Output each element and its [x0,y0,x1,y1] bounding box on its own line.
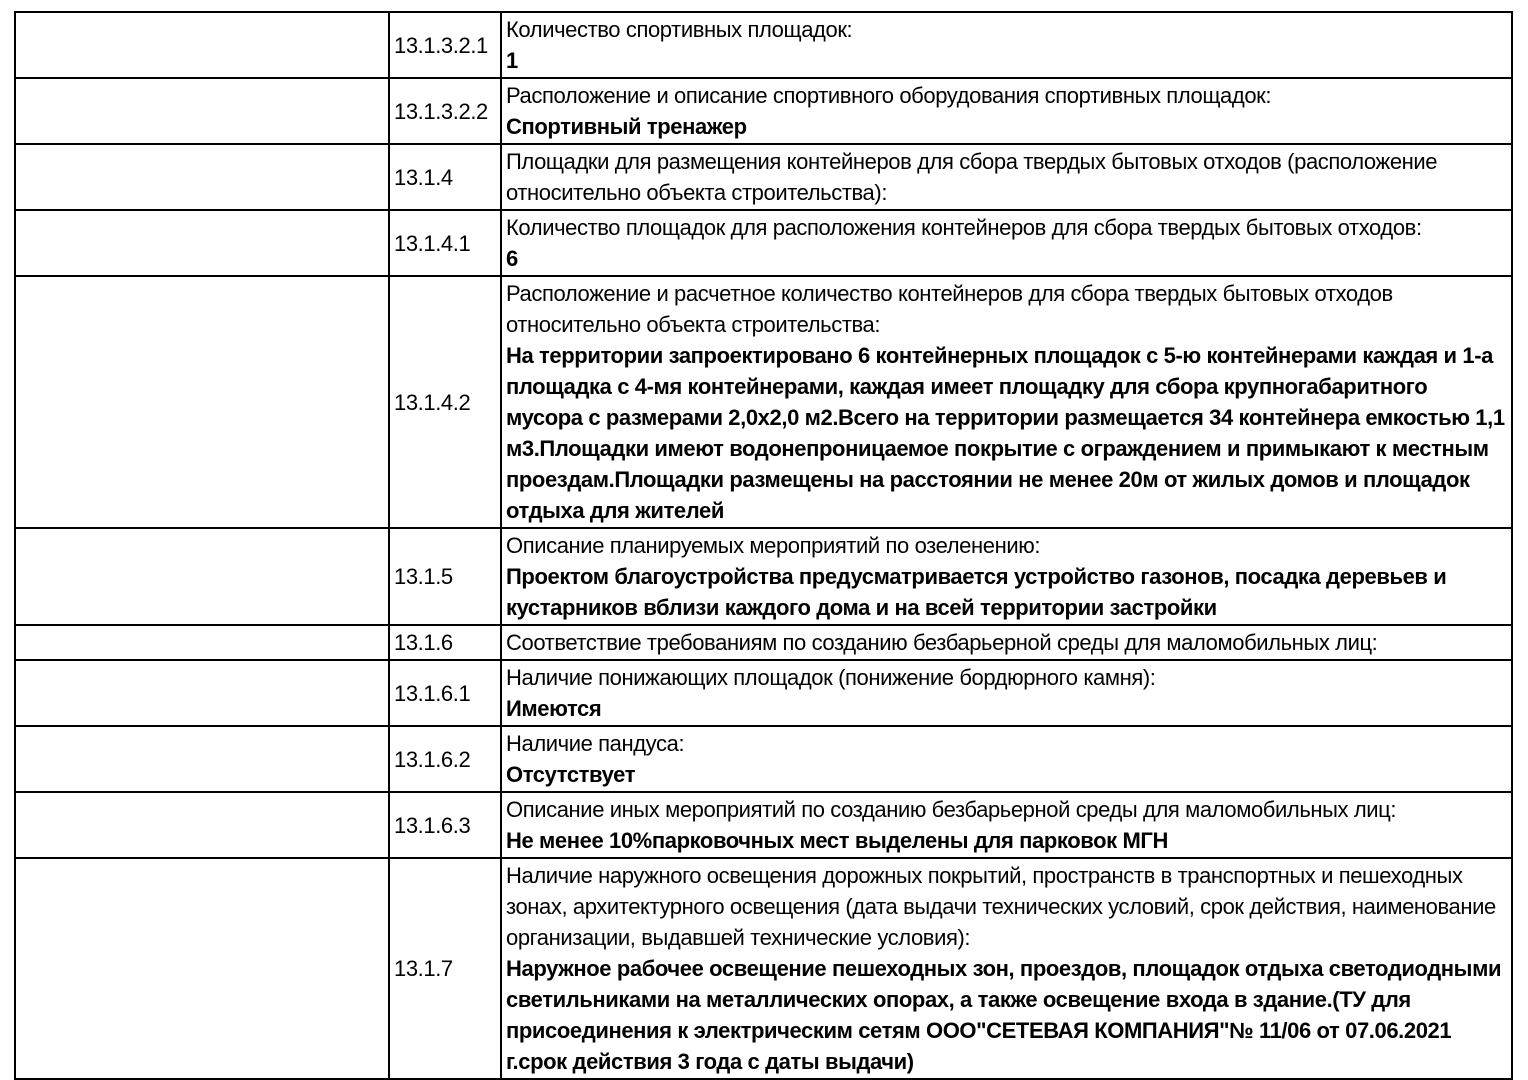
row-code: 13.1.4 [389,144,501,210]
empty-cell [15,78,389,144]
empty-cell [15,660,389,726]
table-row [15,792,1512,858]
empty-cell [15,12,389,78]
row-code: 13.1.4.1 [389,210,501,276]
table-row [15,144,1512,210]
row-value: Проектом благоустройства предусматривается устройство газонов, посадка деревьев и кустарников вблизи каждого дома и на всей территории застройки [506,564,1447,620]
row-label: Площадки для размещения контейнеров для сбора твердых бытовых отходов (расположение относительно объекта строительства): [506,149,1438,205]
row-content [501,792,1512,858]
empty-cell [15,858,389,1079]
empty-cell [15,726,389,792]
row-value: 1 [506,48,518,73]
declaration-table [14,11,1513,1080]
row-content [501,660,1512,726]
table-row [15,726,1512,792]
empty-cell [15,276,389,528]
row-value: Отсутствует [506,762,636,787]
table-row [15,276,1512,528]
row-content [501,144,1512,210]
row-code: 13.1.6.2 [389,726,501,792]
row-content [501,276,1512,528]
empty-cell [15,210,389,276]
row-code: 13.1.7 [389,858,501,1079]
row-label: Описание планируемых мероприятий по озеленению: [506,533,1041,558]
row-content [501,12,1512,78]
row-code: 13.1.4.2 [389,276,501,528]
row-value: Наружное рабочее освещение пешеходных зон, проездов, площадок отдыха светодиодными светильниками на металлических опорах, а также освещение входа в здание.(ТУ для присоединения к электрическим сетям ООО"СЕТЕВАЯ КОМПАНИЯ"№ 11/06 от 07.06.2021 г.срок действия 3 года с даты выдачи) [506,956,1502,1074]
table-row [15,12,1512,78]
row-label: Наличие пандуса: [506,731,685,756]
row-content [501,78,1512,144]
row-label: Наличие наружного освещения дорожных покрытий, пространств в транспортных и пешеходных зонах, архитектурного освещения (дата выдачи технических условий, срок действия, наименование организации, выдавшей технические условия): [506,863,1496,950]
table-row [15,858,1512,1079]
row-content [501,858,1512,1079]
table-row [15,528,1512,625]
row-code: 13.1.6.3 [389,792,501,858]
row-label: Расположение и расчетное количество контейнеров для сбора твердых бытовых отходов относительно объекта строительства: [506,281,1393,337]
empty-cell [15,144,389,210]
row-code: 13.1.3.2.1 [389,12,501,78]
row-label: Количество спортивных площадок: [506,17,853,42]
row-content [501,528,1512,625]
empty-cell [15,528,389,625]
row-label: Наличие понижающих площадок (понижение бордюрного камня): [506,665,1156,690]
row-code: 13.1.6 [389,625,501,660]
row-content [501,625,1512,660]
empty-cell [15,625,389,660]
row-value: Спортивный тренажер [506,114,747,139]
row-content [501,210,1512,276]
row-value: Имеются [506,696,602,721]
row-label: Расположение и описание спортивного оборудования спортивных площадок: [506,83,1272,108]
row-label: Количество площадок для расположения контейнеров для сбора твердых бытовых отходов: [506,215,1422,240]
table-body [15,12,1512,1079]
row-code: 13.1.6.1 [389,660,501,726]
table-row [15,78,1512,144]
row-value: 6 [506,246,518,271]
table-row [15,625,1512,660]
table-row [15,660,1512,726]
row-label: Описание иных мероприятий по созданию безбарьерной среды для маломобильных лиц: [506,797,1397,822]
row-value: На территории запроектировано 6 контейнерных площадок с 5-ю контейнерами каждая и 1-а площадка с 4-мя контейнерами, каждая имеет площадку для сбора крупногабаритного мусора с размерами 2,0х2,0 м2.Всего на территории размещается 34 контейнера емкостью 1,1 м3.Площадки имеют водонепроницаемое покрытие с ограждением и примыкают к местным проездам.Площадки размещены на расстоянии не менее 20м от жилых домов и площадок отдыха для жителей [506,343,1505,523]
row-content [501,726,1512,792]
table-row [15,210,1512,276]
row-label: Соответствие требованиям по созданию безбарьерной среды для маломобильных лиц: [506,630,1378,655]
empty-cell [15,792,389,858]
row-code: 13.1.5 [389,528,501,625]
row-code: 13.1.3.2.2 [389,78,501,144]
row-value: Не менее 10%парковочных мест выделены для парковок МГН [506,828,1168,853]
